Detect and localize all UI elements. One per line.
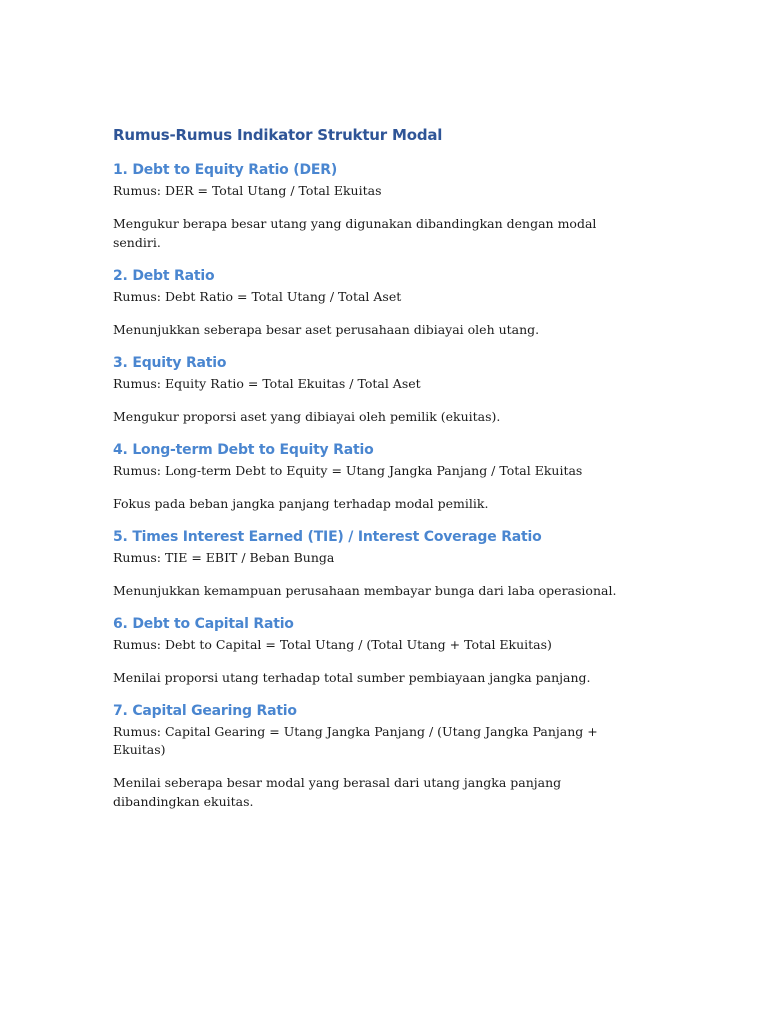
section-heading: 4. Long-term Debt to Equity Ratio — [113, 442, 374, 458]
section-description: Menunjukkan seberapa besar aset perusahaan dibiayai oleh utang. — [113, 322, 540, 337]
section-heading: 7. Capital Gearing Ratio — [113, 703, 297, 719]
section-tie — [113, 527, 633, 600]
section-equity-ratio — [113, 353, 633, 426]
section-heading: 5. Times Interest Earned (TIE) / Interest Coverage Ratio — [113, 529, 542, 545]
section-debt-to-capital — [113, 614, 633, 687]
section-formula: Rumus: Equity Ratio = Total Ekuitas / Total Aset — [113, 376, 421, 391]
section-heading: 6. Debt to Capital Ratio — [113, 616, 294, 632]
section-description: Mengukur proporsi aset yang dibiayai oleh pemilik (ekuitas). — [113, 409, 501, 424]
document-title: Rumus-Rumus Indikator Struktur Modal — [113, 126, 443, 144]
section-description: Fokus pada beban jangka panjang terhadap modal pemilik. — [113, 496, 489, 511]
section-formula: Rumus: Debt to Capital = Total Utang / (Total Utang + Total Ekuitas) — [113, 637, 552, 652]
section-debt-ratio — [113, 266, 633, 339]
section-description: Menilai seberapa besar modal yang berasal dari utang jangka panjang dibandingkan ekuitas. — [113, 775, 562, 809]
section-formula: Rumus: Capital Gearing = Utang Jangka Panjang / (Utang Jangka Panjang + Ekuitas) — [113, 724, 598, 757]
section-description: Menilai proporsi utang terhadap total sumber pembiayaan jangka panjang. — [113, 670, 591, 685]
section-description: Menunjukkan kemampuan perusahaan membayar bunga dari laba operasional. — [113, 583, 617, 598]
section-capital-gearing — [113, 701, 633, 811]
section-description: Mengukur berapa besar utang yang digunakan dibandingkan dengan modal sendiri. — [113, 216, 597, 250]
section-der — [113, 160, 633, 252]
section-formula: Rumus: DER = Total Utang / Total Ekuitas — [113, 183, 382, 198]
section-heading: 3. Equity Ratio — [113, 355, 227, 371]
document-page — [113, 124, 633, 825]
section-formula: Rumus: Long-term Debt to Equity = Utang Jangka Panjang / Total Ekuitas — [113, 463, 583, 478]
section-formula: Rumus: TIE = EBIT / Beban Bunga — [113, 550, 335, 565]
section-heading: 1. Debt to Equity Ratio (DER) — [113, 162, 338, 178]
section-long-term-der — [113, 440, 633, 513]
section-formula: Rumus: Debt Ratio = Total Utang / Total Aset — [113, 289, 402, 304]
section-heading: 2. Debt Ratio — [113, 268, 215, 284]
